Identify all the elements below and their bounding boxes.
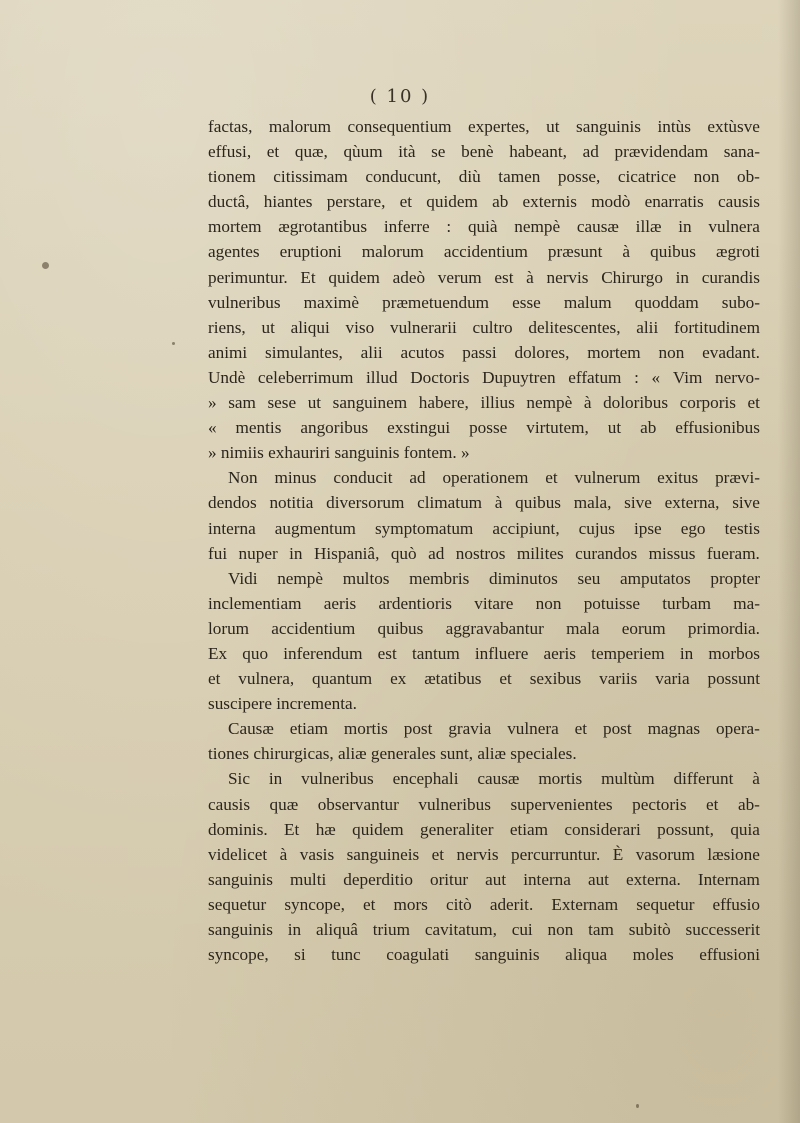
text-line: riens, ut aliqui viso vulnerarii cultro delitescentes, alii fortitudinem [208, 317, 760, 337]
page-number: ( 10 ) [369, 86, 431, 107]
text-line: inclementiam aeris ardentioris vitare non potuisse turbam ma- [208, 593, 760, 613]
text-line: fui nuper in Hispaniâ, quò ad nostros milites curandos missus fueram. [208, 543, 760, 563]
text-line: perimuntur. Et quidem adeò verum est à nervis Chirurgo in curandis [208, 267, 760, 287]
text-line: sequetur syncope, et mors citò aderit. Externam sequetur effusio [208, 894, 760, 914]
text-line: vulneribus maximè præmetuendum esse malum quoddam subo- [208, 292, 760, 312]
text-line: Non minus conducit ad operationem et vulnerum exitus prævi- [228, 468, 760, 488]
text-line: Undè celeberrimum illud Doctoris Dupuytren effatum : « Vim nervo- [208, 367, 760, 387]
body-text [208, 114, 760, 967]
text-line: tionem citissimam conducunt, diù tamen posse, cicatrice non ob- [208, 167, 760, 187]
text-line: et vulnera, quantum ex ætatibus et sexibus variis varia possunt [208, 669, 760, 689]
page-edge-shadow [778, 0, 800, 1123]
text-line: Sic in vulneribus encephali causæ mortis multùm differunt à [228, 769, 760, 789]
text-line: effusi, et quæ, qùum ità se benè habeant, ad prævidendam sana- [208, 142, 760, 162]
text-line: videlicet à vasis sanguineis et nervis percurruntur. È vasorum læsione [208, 844, 760, 864]
text-line: tiones chirurgicas, aliæ generales sunt, aliæ speciales. [208, 744, 577, 764]
text-line: sanguinis in aliquâ trium cavitatum, cui non tam subitò successerit [208, 920, 760, 939]
text-line: ductâ, hiantes perstare, et quidem ab externis modò enarratis causis [208, 192, 760, 212]
ink-spot [172, 342, 175, 345]
text-line: lorum accidentium quibus aggravabantur mala eorum primordia. [208, 618, 760, 638]
text-line: mortem ægrotantibus inferre : quià nempè causæ illæ in vulnera [208, 217, 760, 237]
ink-spot [636, 1104, 639, 1108]
text-line: Ex quo inferendum est tantum influere aeris temperiem in morbos [208, 643, 760, 663]
text-line: syncope, si tunc coagulati sanguinis aliqua moles effusioni [208, 945, 760, 965]
text-line: interna augmentum symptomatum accipiunt, cujus ipse ego testis [208, 518, 760, 538]
ink-spot [42, 262, 49, 269]
text-line: agentes eruptioni malorum accidentium præsunt à quibus ægroti [208, 242, 760, 262]
text-line: Vidi nempè multos membris diminutos seu amputatos propter [228, 568, 760, 588]
text-line: » sam sese ut sanguinem habere, illius nempè à doloribus corporis et [208, 393, 760, 413]
text-line: « mentis angoribus exstingui posse virtutem, ut ab effusionibus [208, 418, 760, 438]
text-line: causis quæ observantur vulneribus supervenientes pectoris et ab- [208, 794, 760, 814]
text-line: animi simulantes, alii acutos passi dolores, mortem non evadant. [208, 342, 760, 362]
text-line: sanguinis multi deperditio oritur aut interna aut externa. Internam [208, 869, 760, 889]
text-line: » nimiis exhauriri sanguinis fontem. » [208, 443, 470, 463]
text-line: dominis. Et hæ quidem generaliter etiam considerari possunt, quia [208, 819, 760, 839]
text-line: factas, malorum consequentium expertes, ut sanguinis intùs extùsve [208, 117, 760, 136]
text-line: dendos notitia diversorum climatum à quibus mala, sive externa, sive [208, 493, 760, 513]
text-line: Causæ etiam mortis post gravia vulnera et post magnas opera- [228, 719, 760, 739]
text-line: suscipere incrementa. [208, 694, 357, 714]
